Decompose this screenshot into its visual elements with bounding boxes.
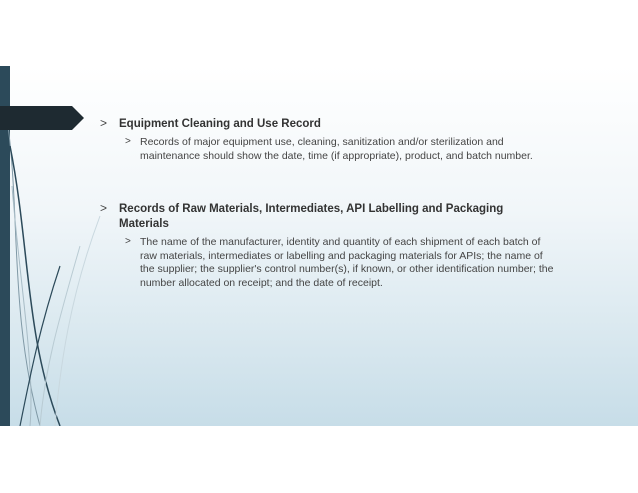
bullet-marker: >	[100, 116, 108, 130]
slide	[0, 66, 638, 426]
section-detail-2: The name of the manufacturer, identity and quantity of each shipment of each batch of raw materials, intermediates or labelling and packaging materials for APIs; the name of the supplier; the supplier's control number(s), if known, or other identification number; the number allocated on receipt; and the date of receipt.	[140, 236, 554, 289]
section-heading-1: Equipment Cleaning and Use Record	[119, 118, 321, 130]
slide-content	[0, 66, 638, 426]
sub-bullet-marker: >	[125, 136, 131, 147]
bullet-marker: >	[100, 201, 108, 215]
sub-bullet-marker: >	[125, 236, 131, 247]
section-heading-2: Records of Raw Materials, Intermediates, API Labelling and Packaging Materials	[119, 203, 504, 230]
section-detail-1: Records of major equipment use, cleaning, sanitization and/or sterilization and maintenance should show the date, time (if appropriate), product, and batch number.	[140, 136, 533, 162]
